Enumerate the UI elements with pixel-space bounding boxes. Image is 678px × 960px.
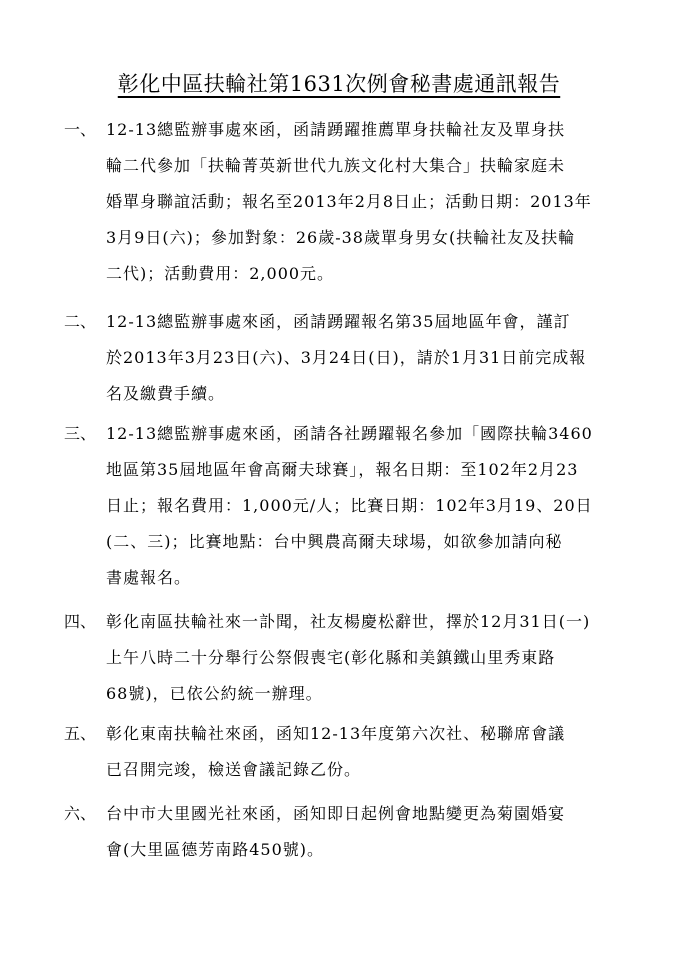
item-number: 二、 — [64, 312, 97, 331]
item-line: 名及繳費手續。 — [106, 384, 226, 403]
item-line: 台中市大里國光社來函，函知即日起例會地點變更為菊園婚宴 — [106, 804, 566, 823]
item-line: 二代)；活動費用：2,000元。 — [106, 264, 335, 283]
item-line: 已召開完竣，檢送會議記錄乙份。 — [106, 760, 362, 779]
item-line: 上午八時二十分舉行公祭假喪宅(彰化縣和美鎮鐵山里秀東路 — [106, 648, 556, 667]
item-line: 婚單身聯誼活動；報名至2013年2月8日止；活動日期：2013年 — [106, 192, 592, 211]
item-line: 12-13總監辦事處來函，函請踴躍報名第35屆地區年會，謹訂 — [106, 312, 571, 331]
item-line: (二、三)；比賽地點：台中興農高爾夫球場，如欲參加請向秘 — [106, 532, 563, 551]
item-line: 書處報名。 — [106, 568, 192, 587]
item-line: 3月9日(六)；參加對象：26歲-38歲單身男女(扶輪社友及扶輪 — [106, 228, 576, 247]
item-number: 四、 — [64, 612, 97, 631]
item-line: 12-13總監辦事處來函，函請各社踴躍報名參加「國際扶輪3460 — [106, 424, 593, 443]
item-line: 彰化南區扶輪社來一訃聞，社友楊慶松辭世，擇於12月31日(一) — [106, 612, 591, 631]
item-line: 於2013年3月23日(六)、3月24日(日)，請於1月31日前完成報 — [106, 348, 587, 367]
document-title — [0, 68, 678, 98]
item-line: 日止；報名費用：1,000元/人；比賽日期：102年3月19、20日 — [106, 496, 593, 515]
item-line: 會(大里區德芳南路450號)。 — [106, 840, 325, 859]
item-line: 輪二代參加「扶輪菁英新世代九族文化村大集合」扶輪家庭未 — [106, 156, 566, 175]
item-line: 12-13總監辦事處來函，函請踴躍推薦單身扶輪社友及單身扶 — [106, 120, 566, 139]
item-number: 一、 — [64, 120, 97, 139]
item-number: 六、 — [64, 804, 97, 823]
item-line: 彰化東南扶輪社來函，函知12-13年度第六次社、秘聯席會議 — [106, 724, 566, 743]
item-number: 三、 — [64, 424, 97, 443]
document-title-text: 彰化中區扶輪社第1631次例會秘書處通訊報告 — [117, 72, 561, 96]
item-number: 五、 — [64, 724, 97, 743]
item-line: 68號)，已依公約統一辦理。 — [106, 684, 323, 703]
item-line: 地區第35屆地區年會高爾夫球賽」，報名日期：至102年2月23 — [106, 460, 579, 479]
